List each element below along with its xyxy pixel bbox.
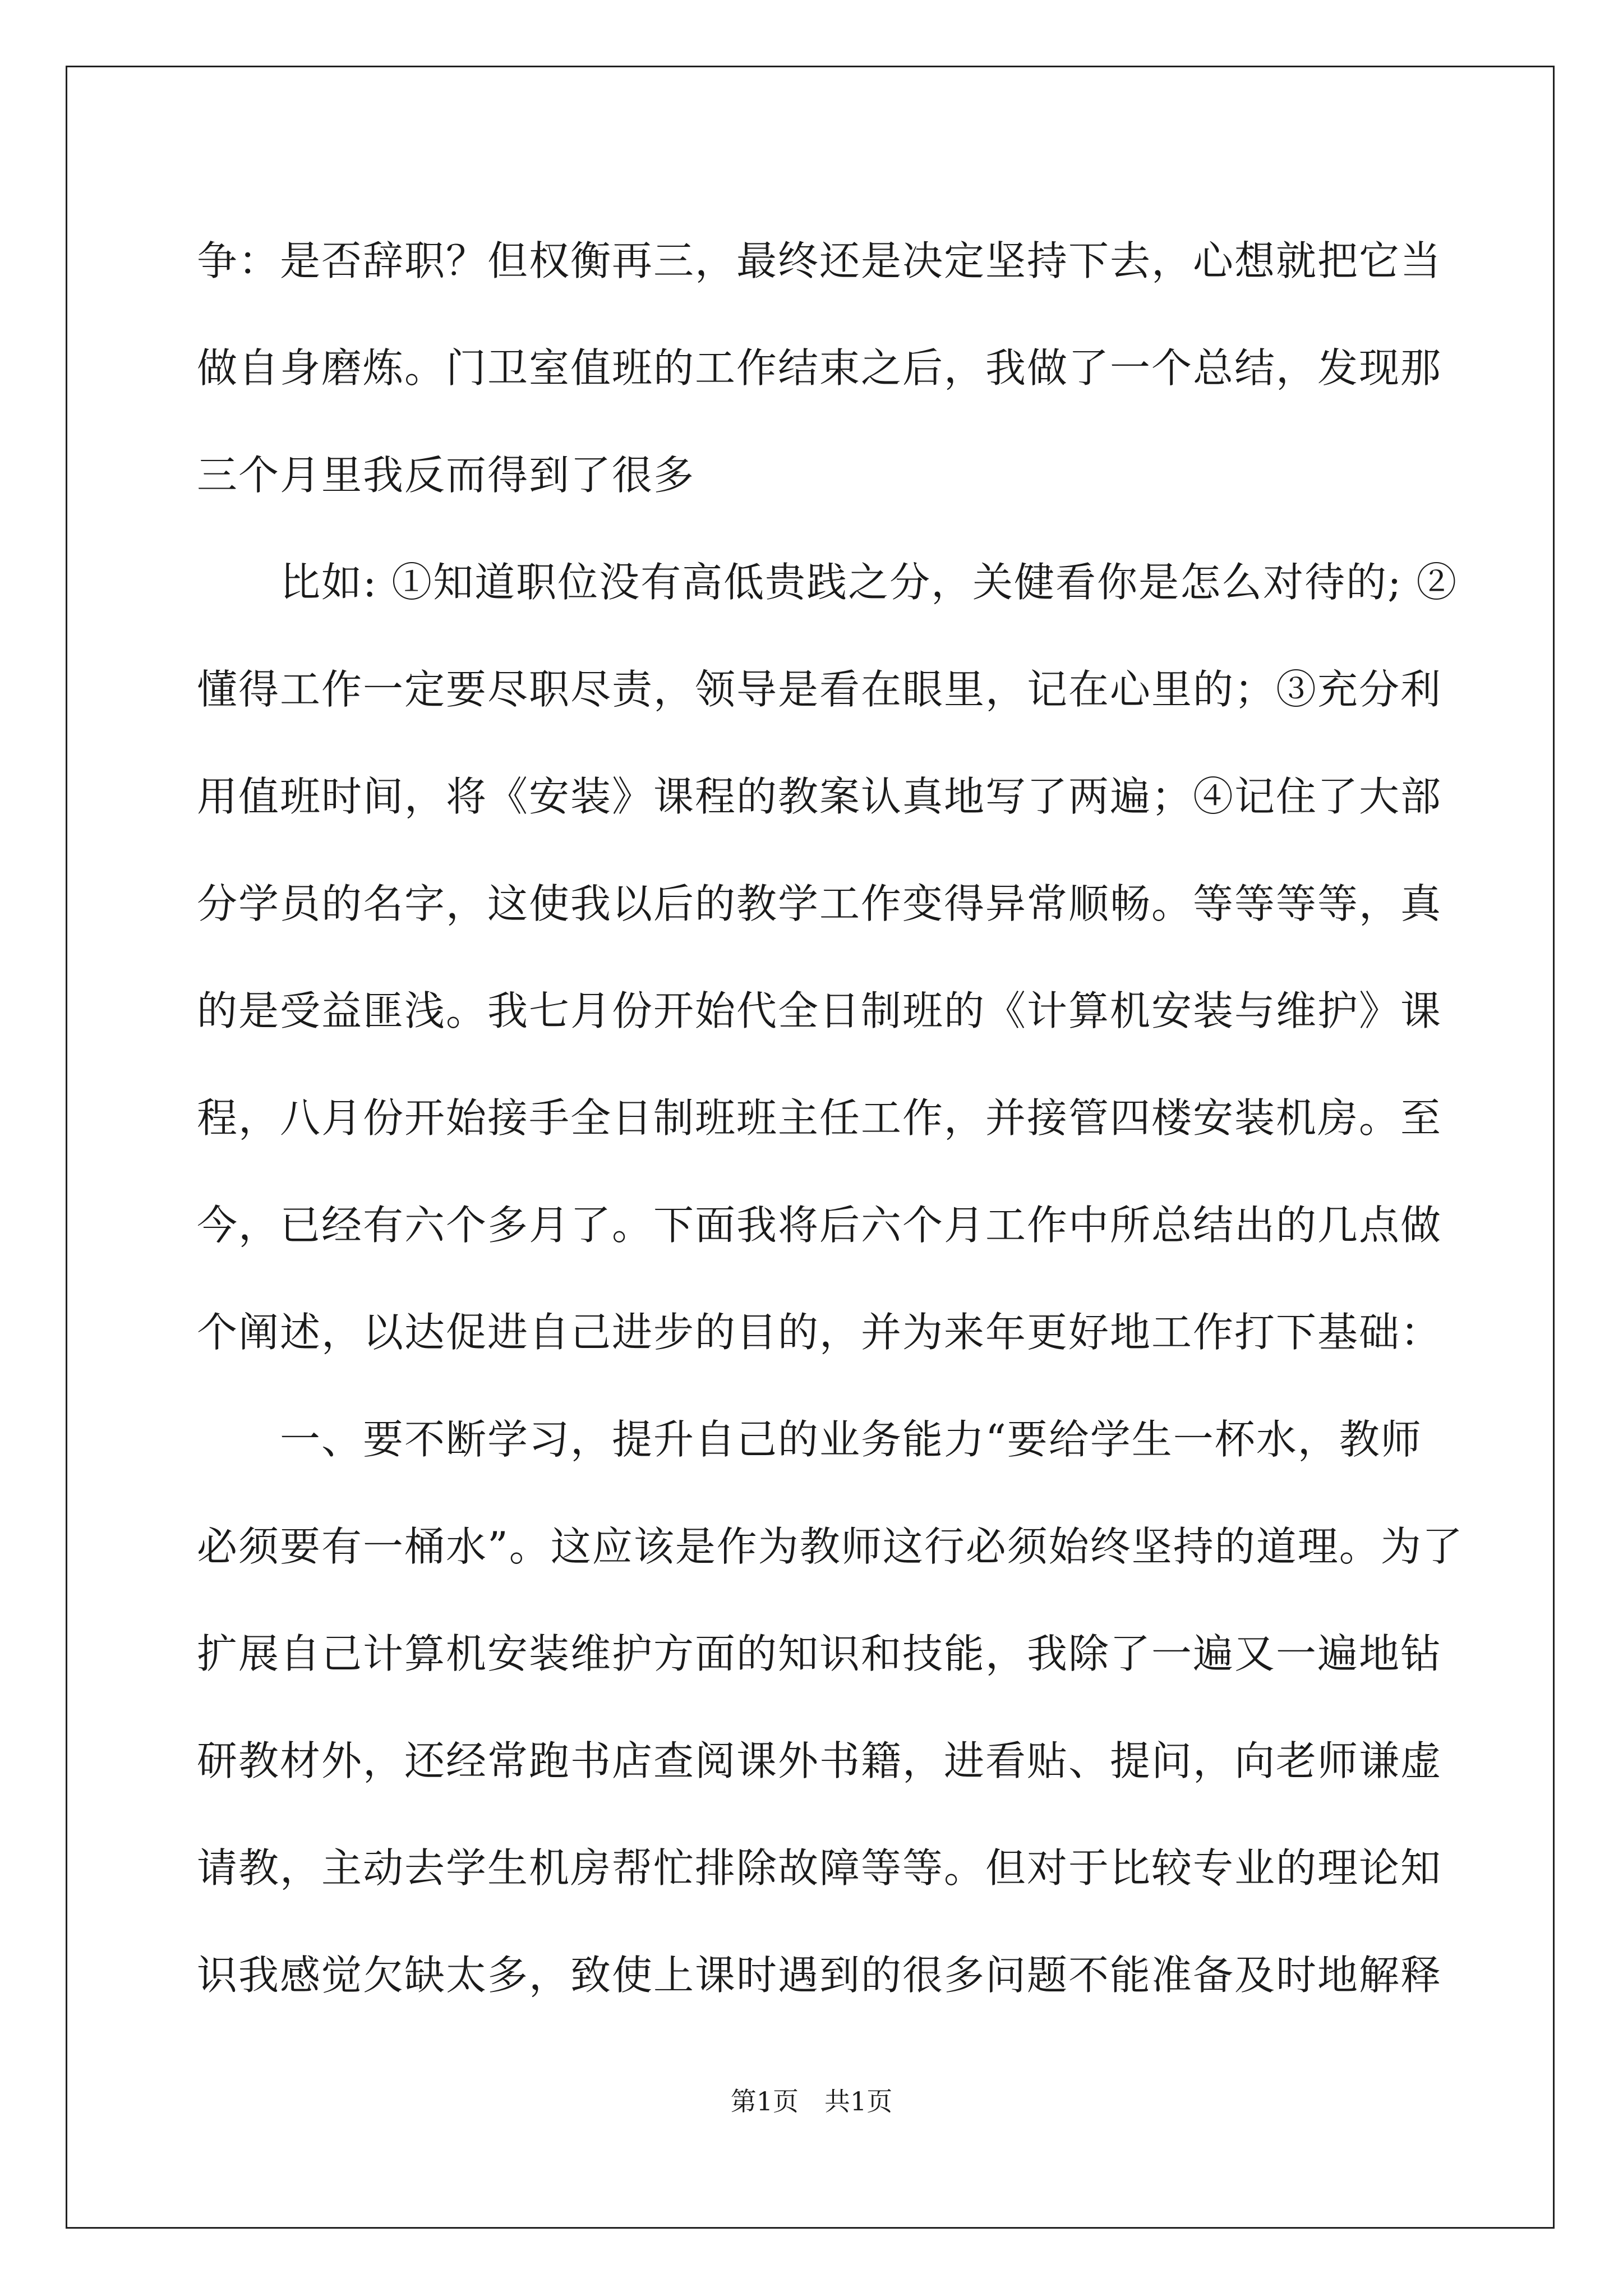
paragraph-2 (197, 529, 1458, 1386)
page-footer: 第1页 共1页 (730, 2086, 893, 2116)
text-line: 个阐述，以达促进自己进步的目的，并为来年更好地工作打下基础： (197, 1309, 1442, 1356)
paragraph-3 (197, 1386, 1464, 2029)
text-line: 做自身磨炼。门卫室值班的工作结束之后，我做了一个总结，发现那 (197, 344, 1442, 392)
text-line: 三个月里我反而得到了很多 (197, 452, 695, 499)
text-line: 争：是否辞职？但权衡再三，最终还是决定坚持下去，心想就把它当 (197, 237, 1442, 284)
text-line: 请教，主动去学生机房帮忙排除故障等等。但对于比较专业的理论知 (197, 1844, 1442, 1892)
text-line: 识我感觉欠缺太多，致使上课时遇到的很多问题不能准备及时地解释 (197, 1952, 1442, 1999)
text-line: 程，八月份开始接手全日制班班主任工作，并接管四楼安装机房。至 (197, 1094, 1442, 1142)
text-line: 必须要有一桶水”。这应该是作为教师这行必须始终坚持的道理。为了 (197, 1523, 1464, 1570)
text-line: 的是受益匪浅。我七月份开始代全日制班的《计算机安装与维护》课 (197, 987, 1442, 1034)
paragraph-1 (197, 208, 1442, 529)
text-line: 用值班时间，将《安装》课程的教案认真地写了两遍；④记住了大部 (197, 773, 1442, 820)
text-line: 比如: ①知道职位没有高低贵践之分，关健看你是怎么对待的; ② (197, 559, 1458, 606)
text-line: 分学员的名字，这使我以后的教学工作变得异常顺畅。等等等等，真 (197, 880, 1442, 927)
document-body (197, 208, 1464, 2029)
text-line: 研教材外，还经常跑书店查阅课外书籍，进看贴、提问，向老师谦虚 (197, 1737, 1442, 1784)
text-line: 一、要不断学习，提升自己的业务能力“要给学生一杯水，教师 (197, 1416, 1422, 1463)
text-line: 扩展自己计算机安装维护方面的知识和技能，我除了一遍又一遍地钻 (197, 1630, 1442, 1677)
text-line: 今，已经有六个多月了。下面我将后六个月工作中所总结出的几点做 (197, 1202, 1442, 1249)
text-line: 懂得工作一定要尽职尽责，领导是看在眼里，记在心里的；③充分利 (197, 666, 1442, 713)
